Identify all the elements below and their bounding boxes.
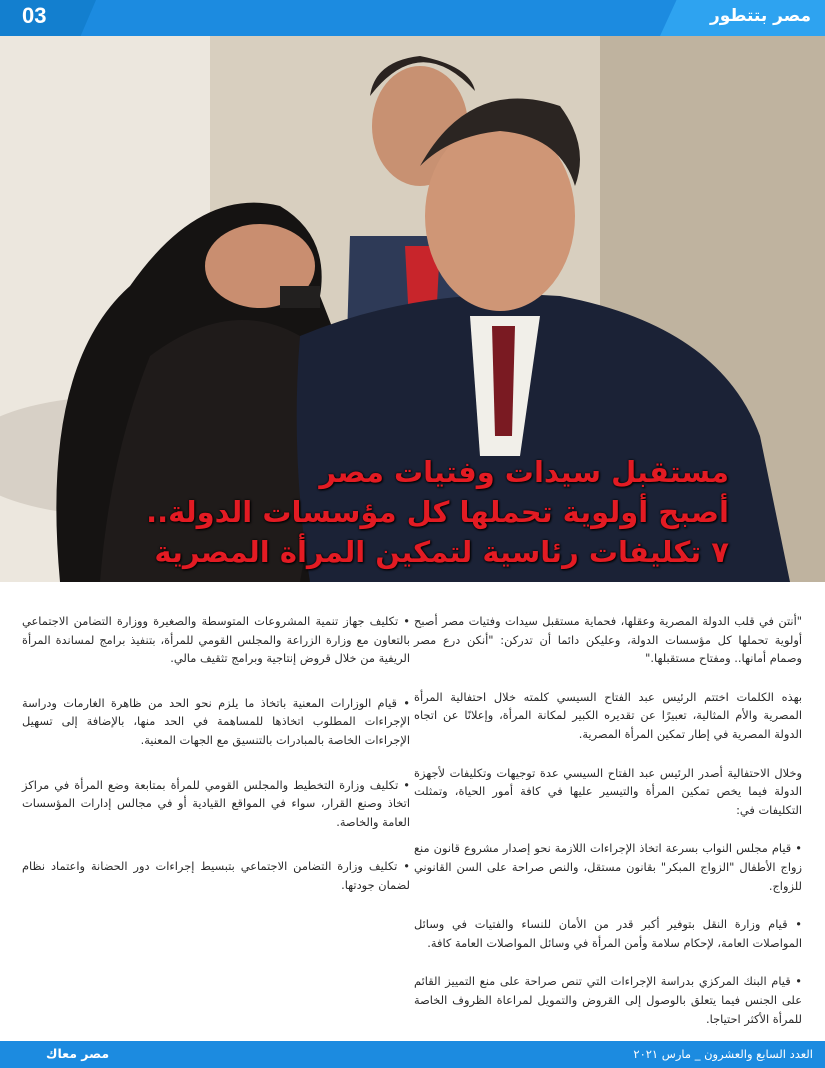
headline-line-3: ٧ تكليفات رئاسية لتمكين المرأة المصرية [154,535,729,569]
article-column-left [22,612,410,921]
article-bullet: • تكليف جهاز تنمية المشروعات المتوسطة والصغيرة ووزارة التضامن الاجتماعي بالتعاون مع وزارة الزراعة والمجلس القومي للمرأة، بتنفيذ برامج لمساندة المرأة الريفية من خلال قروض إنتاجية وبرامج تثقيف مالي. [22,614,410,666]
article-paragraph: وخلال الاحتفالية أصدر الرئيس عبد الفتاح السيسي عدة توجيهات وتكليفات لأجهزة الدولة فيما يخص تمكين المرأة والتيسير عليها في كافة أمور الحياة، وتمثلت التكليفات في: [414,765,802,817]
hero-photo [0,36,825,582]
issue-info: العدد السابع والعشرون _ مارس ٢٠٢١ [633,1047,813,1061]
article-bullet: • قيام وزارة النقل بتوفير أكبر قدر من الأمان للنساء والفتيات في وسائل المواصلات العامة، لإحكام سلامة وأمن المرأة في وسائل المواصلات العامة كافة. [414,917,802,950]
article-bullet: • قيام مجلس النواب بسرعة اتخاذ الإجراءات اللازمة نحو إصدار مشروع قانون منع زواج الأطفال "الزواج المبكر" بقانون مستقل، والنص صراحة على السن القانوني للزواج. [414,841,802,893]
article-bullet: • تكليف وزارة التخطيط والمجلس القومي للمرأة بمتابعة وضع المرأة في مراكز اتخاذ وصنع القرار، سواء في المواقع القيادية أو في مجالس إدارات المؤسسات العامة والخاصة. [22,777,410,829]
page-footer [0,1041,825,1068]
headline-line-2: أصبح أولوية تحملها كل مؤسسات الدولة.. [146,495,729,529]
page-number: 03 [22,3,47,28]
headline-line-1: مستقبل سيدات وفتيات مصر [319,455,729,489]
page-number-tab [0,0,96,36]
article-column-right [414,612,802,1048]
magazine-brand: مصر معاك [46,1046,110,1061]
headline [69,452,729,572]
article-paragraph: "أنتن في قلب الدولة المصرية وعقلها، فحماية مستقبل سيدات وفتيات مصر أصبح أولوية تحملها كل مؤسسات الدولة، وعليكن دائما أن تدركن: "أنكن درع مصر وصمام أمانها.. ومفتاح مستقبلها." [414,614,802,666]
article-bullet: • قيام البنك المركزي بدراسة الإجراءات التي تنص صراحة على منع التمييز القائم على الجنس فيما يتعلق بالوصول إلى القروض والتمويل لمراعاة الظروف الخاصة للمرأة الأكثر احتياجا. [414,974,802,1026]
article-bullet: • قيام الوزارات المعنية باتخاذ ما يلزم نحو الحد من ظاهرة الغارمات ودراسة الإجراءات المطلوب اتخاذها للمساهمة في الحد منها، بالإضافة إلى تسهيل الإجراءات الخاصة بالمبادرات بالتنسيق مع الجهات المعنية. [22,695,410,747]
article-paragraph: بهذه الكلمات اختتم الرئيس عبد الفتاح السيسي كلمته خلال احتفالية المرأة المصرية والأم المثالية، تعبيرًا عن تقديره الكبير لمكانة المرأة، وإعلانًا عن اتجاه الدولة المصرية في إطار تمكين المرأة المصرية. [414,689,802,741]
section-title: مصر بتتطور [709,6,811,26]
page-header [0,0,825,36]
article-bullet: • تكليف وزارة التضامن الاجتماعي بتبسيط إجراءات دور الحضانة واعتماد نظام لضمان جودتها. [22,859,410,892]
